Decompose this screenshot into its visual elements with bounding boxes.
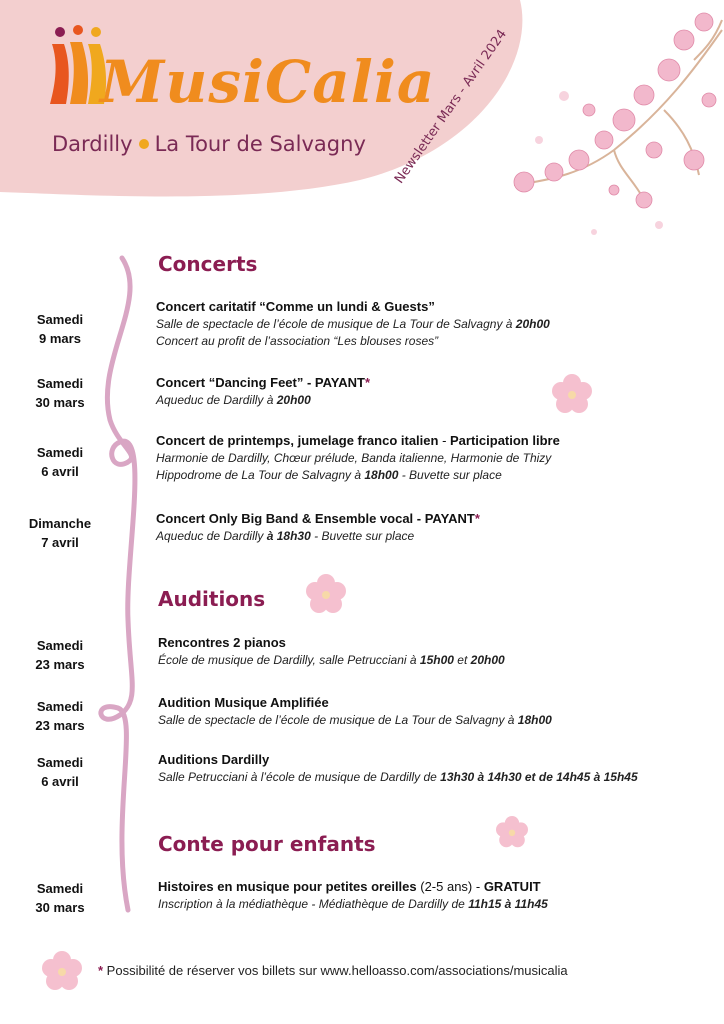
subtitle-tour-de-salvagny: La Tour de Salvagny	[154, 132, 366, 156]
flower-icon	[306, 574, 346, 614]
event-day-date: 30 mars	[35, 900, 85, 915]
event-detail: Aqueduc de Dardilly à 20h00	[156, 393, 311, 407]
event-day: Samedi	[36, 445, 84, 460]
event-title: Rencontres 2 pianos	[158, 635, 286, 650]
event-detail: Inscription à la médiathèque - Médiathèque de Dardilly de 11h15 à 11h45	[158, 897, 548, 911]
section-title-auditions: Auditions	[158, 587, 266, 611]
event-title: Histoires en musique pour petites oreilles (2-5 ans) - GRATUIT	[158, 879, 541, 894]
event-day-date: 23 mars	[35, 718, 85, 733]
event-day-date: 9 mars	[39, 331, 81, 346]
footer-star: *	[98, 963, 104, 978]
event-date	[5, 879, 115, 917]
event-date	[5, 514, 115, 552]
footer-note	[98, 963, 568, 978]
subtitle-dot-icon	[139, 139, 149, 149]
event-date	[5, 697, 115, 735]
event-day-date: 30 mars	[35, 395, 85, 410]
event-title: Concert caritatif “Comme un lundi & Guests”	[156, 299, 435, 314]
event-concert-big-band	[156, 510, 716, 545]
event-detail: Concert au profit de l’association “Les blouses roses”	[156, 334, 439, 348]
event-day: Samedi	[36, 638, 84, 653]
event-histoires-en-musique	[158, 878, 718, 913]
section-title-concerts: Concerts	[158, 252, 258, 276]
event-title: Audition Musique Amplifiée	[158, 695, 329, 710]
header-subtitle	[52, 132, 366, 156]
event-concert-printemps	[156, 432, 716, 484]
event-day: Samedi	[36, 699, 84, 714]
footer-text: Possibilité de réserver vos billets sur www.helloasso.com/associations/musicalia	[103, 963, 568, 978]
event-title: Concert de printemps, jumelage franco italien - Participation libre	[156, 433, 560, 448]
event-detail: Salle de spectacle de l’école de musique de La Tour de Salvagny à 20h00	[156, 317, 550, 331]
event-day-date: 7 avril	[41, 535, 79, 550]
event-day: Samedi	[36, 881, 84, 896]
cherry-blossom-branch-icon	[494, 0, 724, 240]
event-date	[5, 443, 115, 481]
event-day-date: 6 avril	[41, 464, 79, 479]
event-detail: Salle de spectacle de l’école de musique de La Tour de Salvagny à 18h00	[158, 713, 552, 727]
event-detail: Hippodrome de La Tour de Salvagny à 18h00 - Buvette sur place	[156, 468, 502, 482]
event-date	[5, 374, 115, 412]
event-day: Samedi	[36, 376, 84, 391]
event-day: Samedi	[36, 312, 84, 327]
flower-icon	[496, 816, 528, 848]
event-title: Concert Only Big Band & Ensemble vocal - PAYANT*	[156, 511, 480, 526]
event-date	[5, 753, 115, 791]
event-date	[5, 310, 115, 348]
event-day: Dimanche	[28, 516, 92, 531]
newsletter-label: Newsletter Mars - Avril 2024	[392, 27, 510, 187]
event-detail: Salle Petrucciani à l’école de musique de Dardilly de 13h30 à 14h30 et de 14h45 à 15h45	[158, 770, 638, 784]
event-detail: École de musique de Dardilly, salle Petrucciani à 15h00 et 20h00	[158, 653, 505, 667]
section-title-conte: Conte pour enfants	[158, 832, 376, 856]
event-day-date: 23 mars	[35, 657, 85, 672]
event-audition-musique-amplifiee	[158, 694, 718, 729]
event-day: Samedi	[36, 755, 84, 770]
event-day-date: 6 avril	[41, 774, 79, 789]
event-concert-caritatif	[156, 298, 716, 350]
event-auditions-dardilly	[158, 751, 718, 786]
event-concert-dancing-feet	[156, 374, 716, 409]
event-title: Auditions Dardilly	[158, 752, 270, 767]
musicalia-logo	[48, 22, 436, 132]
event-detail: Aqueduc de Dardilly à 18h30 - Buvette sur place	[156, 529, 415, 543]
event-title: Concert “Dancing Feet” - PAYANT*	[156, 375, 371, 390]
flower-icon	[42, 951, 82, 991]
event-rencontres-pianos	[158, 634, 718, 669]
event-detail: Harmonie de Dardilly, Chœur prélude, Banda italienne, Harmonie de Thizy	[156, 451, 552, 465]
event-date	[5, 636, 115, 674]
subtitle-dardilly: Dardilly	[52, 132, 133, 156]
logo-wordmark: MusiCalia	[100, 48, 436, 116]
